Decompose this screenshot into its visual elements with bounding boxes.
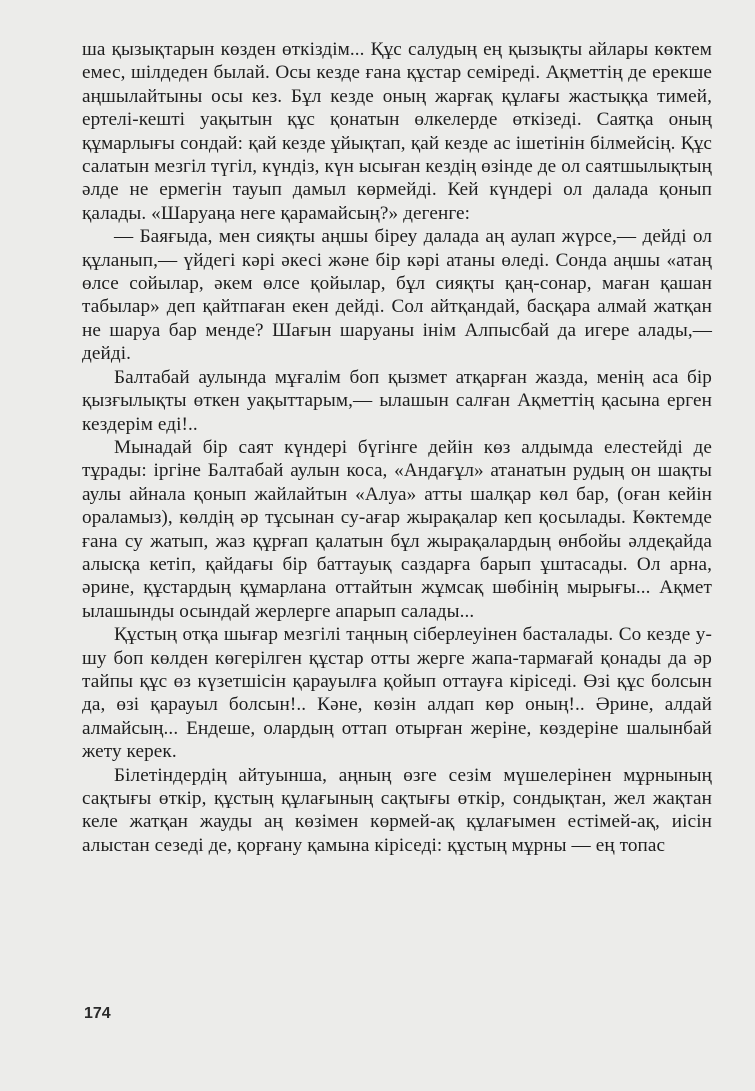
paragraph-5: Құстың отқа шығар мезгілі таңның сіберлеуінен басталады. Со кезде у-шу боп көлден көгерілген құстар отты жерге жапа-тармағай қонады да әр тайпы құс өз күзетшісін қарауылға қойып оттауға кіріседі. Өзі құс болсын да, өзі қарауыл болсын!.. Кәне, көзін алдап көр оның!.. Әрине, алдай алмайсың... Ендеше, олардың оттап отырған жеріне, көздеріне шалынбай жету керек. [82,624,712,763]
paragraph-3: Балтабай аулында мұғалім боп қызмет атқарған жазда, менің аса бір қызғылықты өткен уақыттарым,— ылашын салған Ақметтің қасына ерген кездерім еді!.. [82,366,712,435]
paragraph-2: — Баяғыда, мен сияқты аңшы біреу далада аң аулап жүрсе,— дейді ол құланып,— үйдегі кәрі әкесі және бір кәрі атаны өледі. Сонда аңшы «атаң өлсе сойылар, әкем өлсе қойылар, бұл сияқты қаң-сонар, маған қашан табылар» деп қайтпаған екен дейді. Сол айтқандай, басқара алмай жатқан не шаруа бар менде? Шағын шаруаны інім Алпысбай да игере алады,— дейді. [82,226,712,365]
paragraph-6: Білетіндердің айтуынша, аңның өзге сезім мүшелерінен мұрнының сақтығы өткір, құстың құлағының сақтығы өткір, сондықтан, жел жақтан келе жатқан жауды аң көзімен көрмей-ақ құлағымен естімей-ақ, иісін алыстан сезеді де, қорғану қамына кіріседі: құстың мұрны — ең топас [82,764,712,856]
paragraph-4: Мынадай бір саят күндері бүгінге дейін көз алдымда елестейді де тұрады: іргіне Балтабай аулын коса, «Андағұл» атанатын рудың он шақты аулы айнала қонып жайлайтын «Алуа» атты шалқар көл бар, (оған кейін ораламыз), көлдің әр тұсынан су-ағар жырақалар кеп қосылады. Көктемде ғана су жатып, жаз құрғап қалатын бұл жырақалардың өнбойы әлдеқайда алысқа кетіп, қайдағы бір баттауық саздарға барып ұштасады. Ол арна, әрине, құстардың құмарлана оттайтын жұмсақ шөбінің мырығы... Ақмет ылашынды осындай жерлерге апарып салады... [82,436,712,622]
paragraph-1: ша қызықтарын көзден өткіздім... Құс салудың ең қызықты айлары көктем емес, шілдеден былай. Осы кезде ғана құстар семіреді. Ақметтің де ерекше аңшылайтыны осы кез. Бұл кезде оның жарғақ құлағы жастыққа тимей, ертелі-кешті уақытын құс қонатын өлкелерде өткізеді. Саятқа оның құмарлығы сондай: қай кезде ұйықтап, қай кезде ас ішетінін білмейсің. Құс салатын мезгіл түгіл, күндіз, күн ысыған кездің өзінде де ол саятшылықтың әлде не ермегін тауып дамыл көрмейді. Кей күндері ол далада қонып қалады. «Шаруаңа неге қарамайсың?» дегенге: [82,39,712,224]
body-text [82,38,712,857]
page-number: 174 [84,1005,111,1022]
